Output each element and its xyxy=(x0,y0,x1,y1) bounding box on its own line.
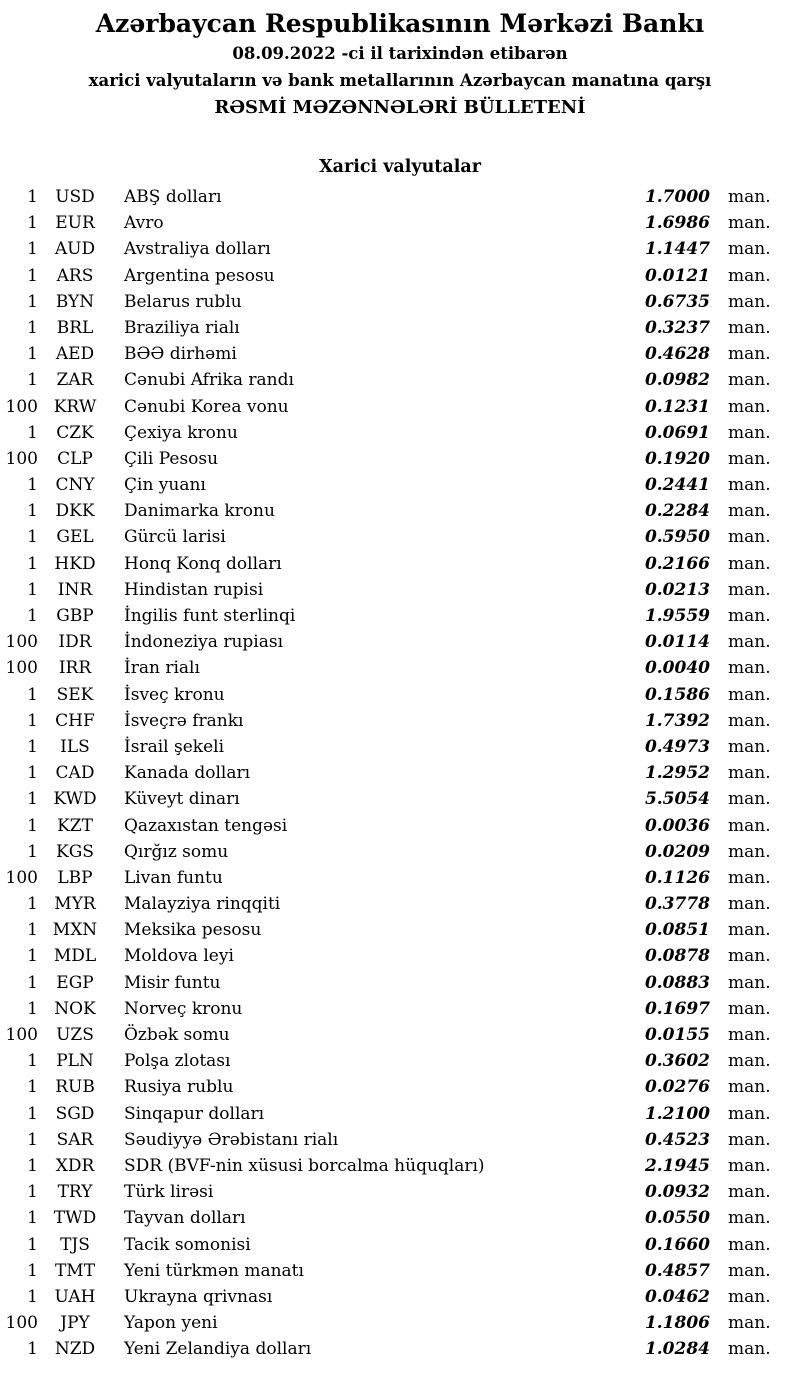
currency-code-cell: CHF xyxy=(55,710,95,731)
currency-code-cell: UAH xyxy=(54,1286,96,1307)
unit-label-cell: man. xyxy=(728,344,771,365)
quantity-cell: 1 xyxy=(27,1051,38,1072)
rate-value-cell: 0.1920 xyxy=(644,448,710,469)
currency-code-cell: PLN xyxy=(56,1051,94,1072)
table-row-clp xyxy=(0,446,772,472)
rate-value-cell: 1.1806 xyxy=(644,1313,710,1334)
quantity-cell: 1 xyxy=(27,710,38,731)
quantity-cell: 1 xyxy=(27,317,38,338)
table-row-ils xyxy=(0,734,772,760)
currency-name-cell: Çin yuanı xyxy=(124,475,206,496)
currency-name-cell: Sinqapur dolları xyxy=(124,1103,265,1124)
currency-code-cell: TMT xyxy=(54,1260,96,1281)
quantity-cell: 1 xyxy=(27,239,38,260)
currency-code-cell: GBP xyxy=(56,606,94,626)
quantity-cell: 100 xyxy=(5,448,38,469)
quantity-cell: 1 xyxy=(27,527,38,548)
table-row-ars xyxy=(0,263,772,289)
currency-name-cell: Ukrayna qrivnası xyxy=(124,1286,273,1307)
quantity-cell: 1 xyxy=(27,291,38,312)
currency-code-cell: IDR xyxy=(58,632,92,653)
unit-label-cell: man. xyxy=(728,1051,771,1072)
quantity-cell: 1 xyxy=(27,1339,38,1360)
currency-name-cell: Çili Pesosu xyxy=(124,448,219,469)
table-row-tjs xyxy=(0,1232,772,1258)
unit-label-cell: man. xyxy=(728,1077,771,1098)
quantity-cell: 1 xyxy=(27,1260,38,1281)
currency-code-cell: EGP xyxy=(56,972,94,993)
currency-name-cell: Çexiya kronu xyxy=(124,422,238,443)
rate-value-cell: 0.2284 xyxy=(644,501,710,522)
table-row-usd xyxy=(0,184,772,210)
quantity-cell: 1 xyxy=(27,579,38,600)
unit-label-cell: man. xyxy=(728,684,771,705)
rate-value-cell: 0.5950 xyxy=(644,527,710,548)
rate-value-cell: 1.7392 xyxy=(644,710,710,731)
unit-label-cell: man. xyxy=(728,475,771,496)
table-row-cad xyxy=(0,760,772,786)
currency-code-cell: JPY xyxy=(60,1313,90,1334)
currency-code-cell: CZK xyxy=(56,422,94,443)
quantity-cell: 1 xyxy=(27,736,38,757)
table-row-twd xyxy=(0,1205,772,1231)
currency-code-cell: MYR xyxy=(54,894,96,915)
unit-label-cell: man. xyxy=(728,815,771,836)
table-row-dkk xyxy=(0,498,772,524)
quantity-cell: 100 xyxy=(5,632,38,653)
table-row-nzd xyxy=(0,1336,772,1362)
table-row-egp xyxy=(0,970,772,996)
rate-value-cell: 0.0276 xyxy=(644,1077,710,1098)
currency-name-cell: Belarus rublu xyxy=(124,291,242,312)
currency-name-cell: Yeni türkmən manatı xyxy=(124,1260,304,1281)
currency-code-cell: BYN xyxy=(55,291,95,312)
rate-value-cell: 0.6735 xyxy=(644,291,710,312)
currency-code-cell: SAR xyxy=(56,1129,94,1150)
rate-value-cell: 0.0550 xyxy=(644,1208,710,1229)
unit-label-cell: man. xyxy=(728,501,771,522)
table-row-krw xyxy=(0,394,772,420)
table-row-kwd xyxy=(0,786,772,812)
unit-label-cell: man. xyxy=(728,1234,771,1255)
rate-value-cell: 0.4523 xyxy=(644,1129,710,1150)
currency-code-cell: CNY xyxy=(55,475,95,496)
rate-value-cell: 5.5054 xyxy=(644,789,710,810)
quantity-cell: 1 xyxy=(27,815,38,836)
table-row-nok xyxy=(0,996,772,1022)
rate-value-cell: 2.1945 xyxy=(644,1155,710,1176)
rate-value-cell: 0.4628 xyxy=(644,344,710,365)
rate-value-cell: 1.1447 xyxy=(644,239,710,260)
currency-name-cell: İsveç kronu xyxy=(124,684,225,705)
unit-label-cell: man. xyxy=(728,1208,771,1229)
currency-rates-table xyxy=(0,184,800,1362)
currency-name-cell: Meksika pesosu xyxy=(124,920,262,941)
currency-name-cell: Braziliya rialı xyxy=(124,317,240,338)
rate-value-cell: 0.3237 xyxy=(644,317,710,338)
bank-name-title: Azərbaycan Respublikasının Mərkəzi Bankı xyxy=(95,9,705,38)
currency-name-cell: Türk lirəsi xyxy=(124,1182,214,1203)
currency-code-cell: KGS xyxy=(56,841,94,862)
table-row-cny xyxy=(0,472,772,498)
table-row-uzs xyxy=(0,1022,772,1048)
currency-code-cell: TRY xyxy=(57,1182,93,1203)
currency-name-cell: Hindistan rupisi xyxy=(124,579,264,600)
currency-code-cell: GEL xyxy=(56,527,94,548)
table-row-brl xyxy=(0,315,772,341)
currency-code-cell: RUB xyxy=(55,1077,95,1098)
unit-label-cell: man. xyxy=(728,710,771,731)
rate-value-cell: 0.4857 xyxy=(644,1260,710,1281)
table-row-pln xyxy=(0,1048,772,1074)
subtitle-line: xarici valyutaların və bank metallarının Azərbaycan manatına qarşı xyxy=(88,71,712,90)
unit-label-cell: man. xyxy=(728,396,771,417)
table-row-mdl xyxy=(0,943,772,969)
quantity-cell: 1 xyxy=(27,606,38,626)
table-row-inr xyxy=(0,577,772,603)
currency-name-cell: BƏƏ dirhəmi xyxy=(124,344,237,365)
currency-code-cell: HKD xyxy=(54,553,96,574)
currency-code-cell: MXN xyxy=(52,920,98,941)
rate-value-cell: 0.4973 xyxy=(644,736,710,757)
quantity-cell: 1 xyxy=(27,265,38,286)
quantity-cell: 1 xyxy=(27,370,38,391)
table-row-byn xyxy=(0,289,772,315)
rate-value-cell: 1.2952 xyxy=(644,763,710,784)
unit-label-cell: man. xyxy=(728,658,771,679)
currency-name-cell: Səudiyyə Ərəbistanı rialı xyxy=(124,1129,339,1150)
currency-name-cell: Cənubi Afrika randı xyxy=(124,370,294,391)
quantity-cell: 1 xyxy=(27,422,38,443)
table-row-aed xyxy=(0,341,772,367)
quantity-cell: 100 xyxy=(5,1313,38,1334)
table-row-sek xyxy=(0,682,772,708)
currency-code-cell: KRW xyxy=(53,396,97,417)
table-row-rub xyxy=(0,1074,772,1100)
currency-code-cell: IRR xyxy=(58,658,92,679)
quantity-cell: 1 xyxy=(27,998,38,1019)
unit-label-cell: man. xyxy=(728,1103,771,1124)
rate-value-cell: 0.0932 xyxy=(644,1182,710,1203)
table-row-kzt xyxy=(0,813,772,839)
rate-value-cell: 0.2441 xyxy=(644,475,710,496)
unit-label-cell: man. xyxy=(728,1286,771,1307)
currency-name-cell: ABŞ dolları xyxy=(124,187,222,207)
unit-label-cell: man. xyxy=(728,317,771,338)
bulletin-title: RƏSMİ MƏZƏNNƏLƏRİ BÜLLETENİ xyxy=(214,97,586,118)
currency-name-cell: İsrail şekeli xyxy=(124,736,224,757)
currency-name-cell: Cənubi Korea vonu xyxy=(124,396,289,417)
currency-code-cell: KZT xyxy=(57,815,93,836)
table-row-gel xyxy=(0,524,772,550)
document-header xyxy=(0,0,800,122)
unit-label-cell: man. xyxy=(728,239,771,260)
quantity-cell: 1 xyxy=(27,841,38,862)
quantity-cell: 100 xyxy=(5,658,38,679)
rate-value-cell: 1.6986 xyxy=(644,213,710,234)
unit-label-cell: man. xyxy=(728,867,771,888)
table-row-czk xyxy=(0,420,772,446)
currency-name-cell: Küveyt dinarı xyxy=(124,789,240,810)
quantity-cell: 1 xyxy=(27,213,38,234)
rate-value-cell: 0.0036 xyxy=(644,815,710,836)
rate-value-cell: 0.0040 xyxy=(644,658,710,679)
unit-label-cell: man. xyxy=(728,946,771,967)
rate-value-cell: 0.2166 xyxy=(644,553,710,574)
unit-label-cell: man. xyxy=(728,972,771,993)
table-row-mxn xyxy=(0,917,772,943)
quantity-cell: 1 xyxy=(27,1155,38,1176)
currency-name-cell: Gürcü larisi xyxy=(124,527,226,548)
currency-code-cell: NOK xyxy=(54,998,96,1019)
currency-code-cell: EUR xyxy=(55,213,95,234)
table-row-irr xyxy=(0,655,772,681)
quantity-cell: 1 xyxy=(27,920,38,941)
currency-name-cell: Tacik somonisi xyxy=(124,1234,251,1255)
table-row-chf xyxy=(0,708,772,734)
rate-value-cell: 0.0982 xyxy=(644,370,710,391)
rate-value-cell: 0.0121 xyxy=(644,265,710,286)
rate-value-cell: 1.2100 xyxy=(644,1103,710,1124)
currency-name-cell: Qazaxıstan tengəsi xyxy=(124,815,288,836)
quantity-cell: 1 xyxy=(27,1182,38,1203)
unit-label-cell: man. xyxy=(728,998,771,1019)
currency-code-cell: TWD xyxy=(53,1208,97,1229)
rate-value-cell: 0.0155 xyxy=(644,1025,710,1045)
quantity-cell: 1 xyxy=(27,344,38,365)
quantity-cell: 1 xyxy=(27,501,38,522)
table-row-uah xyxy=(0,1284,772,1310)
unit-label-cell: man. xyxy=(728,1025,771,1045)
table-row-jpy xyxy=(0,1310,772,1336)
currency-code-cell: NZD xyxy=(54,1339,96,1360)
currency-name-cell: Norveç kronu xyxy=(124,998,243,1019)
unit-label-cell: man. xyxy=(728,736,771,757)
rate-value-cell: 0.0691 xyxy=(644,422,710,443)
currency-code-cell: XDR xyxy=(55,1155,95,1176)
table-row-aud xyxy=(0,236,772,262)
currency-name-cell: Avstraliya dolları xyxy=(124,239,271,260)
unit-label-cell: man. xyxy=(728,632,771,653)
quantity-cell: 1 xyxy=(27,1234,38,1255)
unit-label-cell: man. xyxy=(728,1313,771,1334)
currency-code-cell: DKK xyxy=(55,501,95,522)
currency-name-cell: Misir funtu xyxy=(124,972,221,993)
currency-code-cell: KWD xyxy=(53,789,97,810)
unit-label-cell: man. xyxy=(728,187,771,207)
quantity-cell: 1 xyxy=(27,1208,38,1229)
rate-value-cell: 0.0213 xyxy=(644,579,710,600)
rate-value-cell: 0.0883 xyxy=(644,972,710,993)
currency-code-cell: ZAR xyxy=(56,370,94,391)
currency-name-cell: Kanada dolları xyxy=(124,763,251,784)
currency-name-cell: Livan funtu xyxy=(124,867,223,888)
currency-name-cell: SDR (BVF-nin xüsusi borcalma hüquqları) xyxy=(124,1155,485,1176)
quantity-cell: 1 xyxy=(27,187,38,207)
unit-label-cell: man. xyxy=(728,841,771,862)
quantity-cell: 1 xyxy=(27,789,38,810)
unit-label-cell: man. xyxy=(728,606,771,626)
unit-label-cell: man. xyxy=(728,789,771,810)
quantity-cell: 1 xyxy=(27,475,38,496)
currency-code-cell: BRL xyxy=(56,317,94,338)
currency-code-cell: SGD xyxy=(55,1103,95,1124)
currency-name-cell: Polşa zlotası xyxy=(124,1051,231,1072)
currency-code-cell: AUD xyxy=(54,239,96,260)
unit-label-cell: man. xyxy=(728,920,771,941)
quantity-cell: 1 xyxy=(27,894,38,915)
rate-value-cell: 0.3602 xyxy=(644,1051,710,1072)
quantity-cell: 1 xyxy=(27,1077,38,1098)
rate-value-cell: 0.1231 xyxy=(644,396,710,417)
table-row-xdr xyxy=(0,1153,772,1179)
table-row-kgs xyxy=(0,839,772,865)
quantity-cell: 100 xyxy=(5,867,38,888)
quantity-cell: 1 xyxy=(27,972,38,993)
unit-label-cell: man. xyxy=(728,763,771,784)
effective-date-line: 08.09.2022 -ci il tarixindən etibarən xyxy=(232,44,568,63)
currency-name-cell: Yeni Zelandiya dolları xyxy=(124,1339,312,1360)
currency-code-cell: UZS xyxy=(56,1025,94,1045)
currency-name-cell: İran rialı xyxy=(124,658,200,679)
rate-value-cell: 1.9559 xyxy=(644,606,710,626)
rate-value-cell: 0.1660 xyxy=(644,1234,710,1255)
currency-name-cell: Özbək somu xyxy=(124,1025,230,1045)
rate-value-cell: 0.0878 xyxy=(644,946,710,967)
quantity-cell: 100 xyxy=(5,1025,38,1045)
currency-name-cell: Honq Konq dolları xyxy=(124,553,282,574)
quantity-cell: 1 xyxy=(27,946,38,967)
rate-value-cell: 0.0209 xyxy=(644,841,710,862)
unit-label-cell: man. xyxy=(728,894,771,915)
currency-code-cell: SEK xyxy=(56,684,94,705)
unit-label-cell: man. xyxy=(728,265,771,286)
currency-code-cell: CAD xyxy=(55,763,95,784)
currency-code-cell: LBP xyxy=(57,867,93,888)
currency-name-cell: Qırğız somu xyxy=(124,841,229,862)
currency-name-cell: İndoneziya rupiası xyxy=(124,632,284,653)
currency-name-cell: İngilis funt sterlinqi xyxy=(124,606,296,626)
unit-label-cell: man. xyxy=(728,1155,771,1176)
rate-value-cell: 0.0114 xyxy=(644,632,710,653)
rate-value-cell: 0.1697 xyxy=(644,998,710,1019)
currency-name-cell: Argentina pesosu xyxy=(124,265,275,286)
currency-name-cell: Tayvan dolları xyxy=(124,1208,246,1229)
unit-label-cell: man. xyxy=(728,1260,771,1281)
currency-code-cell: USD xyxy=(55,187,95,207)
quantity-cell: 100 xyxy=(5,396,38,417)
currency-name-cell: İsveçrə frankı xyxy=(124,710,244,731)
table-row-eur xyxy=(0,210,772,236)
currency-name-cell: Avro xyxy=(124,213,164,234)
currency-code-cell: ARS xyxy=(56,265,94,286)
unit-label-cell: man. xyxy=(728,422,771,443)
unit-label-cell: man. xyxy=(728,370,771,391)
table-row-sgd xyxy=(0,1101,772,1127)
rate-value-cell: 0.0851 xyxy=(644,920,710,941)
currency-code-cell: INR xyxy=(57,579,93,600)
currency-code-cell: ILS xyxy=(60,736,90,757)
rate-value-cell: 0.1126 xyxy=(644,867,710,888)
unit-label-cell: man. xyxy=(728,527,771,548)
quantity-cell: 1 xyxy=(27,1103,38,1124)
rate-value-cell: 0.3778 xyxy=(644,894,710,915)
currency-name-cell: Malayziya rinqqiti xyxy=(124,894,281,915)
currency-name-cell: Danimarka kronu xyxy=(124,501,275,522)
unit-label-cell: man. xyxy=(728,553,771,574)
rate-value-cell: 0.0462 xyxy=(644,1286,710,1307)
currency-code-cell: TJS xyxy=(60,1234,90,1255)
table-row-hkd xyxy=(0,551,772,577)
quantity-cell: 1 xyxy=(27,1286,38,1307)
currency-code-cell: MDL xyxy=(53,946,97,967)
quantity-cell: 1 xyxy=(27,763,38,784)
rate-value-cell: 0.1586 xyxy=(644,684,710,705)
unit-label-cell: man. xyxy=(728,448,771,469)
table-row-sar xyxy=(0,1127,772,1153)
rate-value-cell: 1.7000 xyxy=(644,187,710,207)
table-row-lbp xyxy=(0,865,772,891)
quantity-cell: 1 xyxy=(27,553,38,574)
currency-code-cell: CLP xyxy=(57,448,93,469)
unit-label-cell: man. xyxy=(728,291,771,312)
section-title-foreign-currencies: Xarici valyutalar xyxy=(319,157,481,177)
table-row-zar xyxy=(0,367,772,393)
currency-code-cell: AED xyxy=(55,344,95,365)
unit-label-cell: man. xyxy=(728,1129,771,1150)
currency-name-cell: Rusiya rublu xyxy=(124,1077,234,1098)
table-row-try xyxy=(0,1179,772,1205)
table-row-idr xyxy=(0,629,772,655)
quantity-cell: 1 xyxy=(27,1129,38,1150)
currency-name-cell: Moldova leyi xyxy=(124,946,234,967)
table-row-myr xyxy=(0,891,772,917)
table-row-gbp xyxy=(0,603,772,629)
table-row-tmt xyxy=(0,1258,772,1284)
quantity-cell: 1 xyxy=(27,684,38,705)
rate-value-cell: 1.0284 xyxy=(644,1339,710,1360)
unit-label-cell: man. xyxy=(728,213,771,234)
unit-label-cell: man. xyxy=(728,1339,771,1360)
unit-label-cell: man. xyxy=(728,579,771,600)
unit-label-cell: man. xyxy=(728,1182,771,1203)
currency-name-cell: Yapon yeni xyxy=(124,1313,218,1334)
